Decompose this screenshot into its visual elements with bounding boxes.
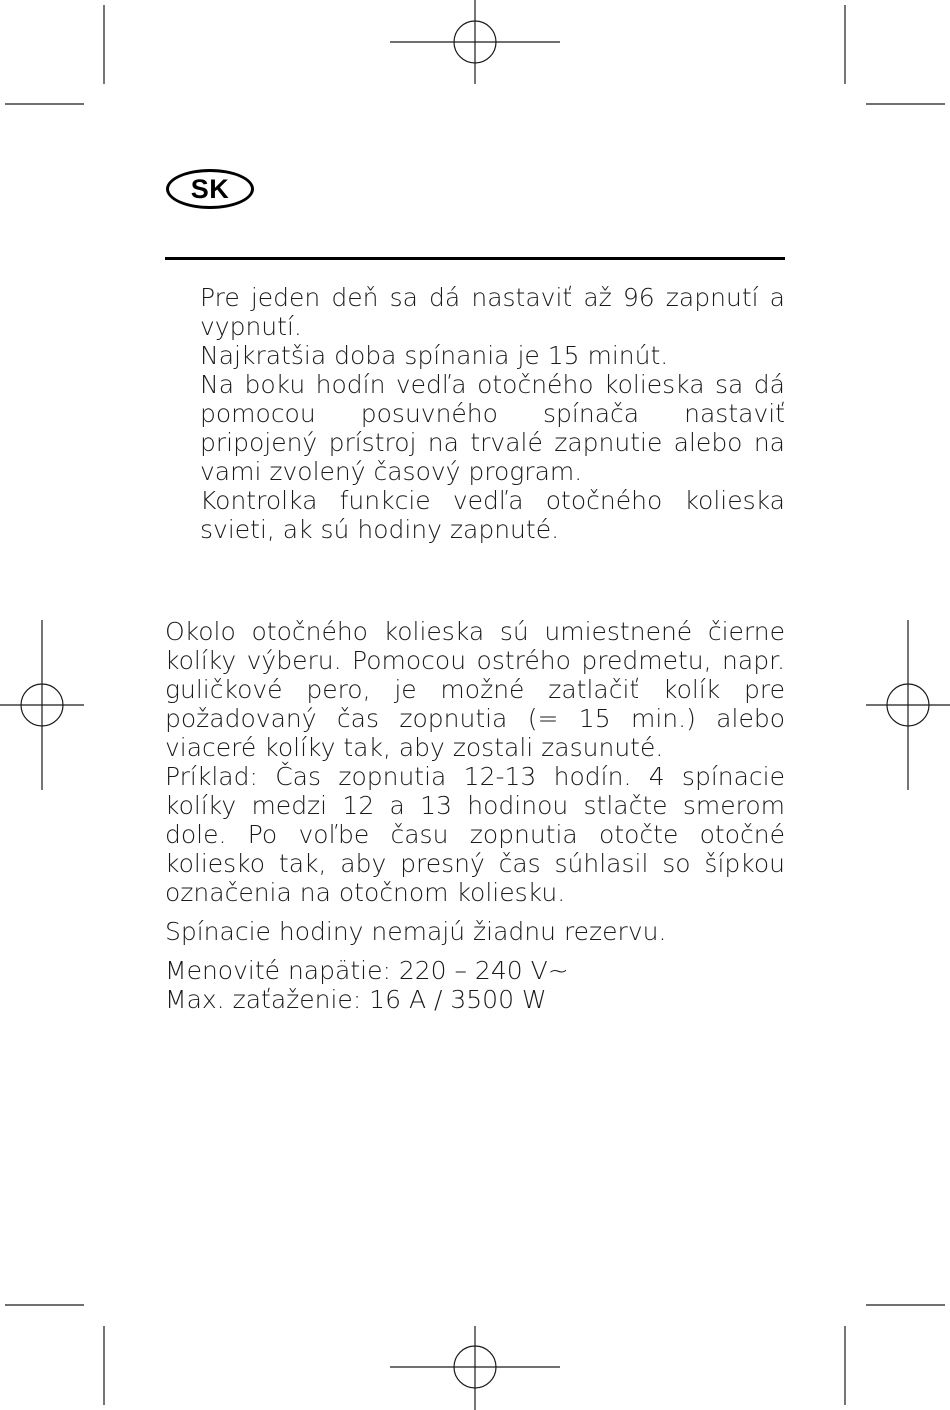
max-load: Max. zaťaženie: 16 A / 3500 W: [165, 985, 547, 1014]
language-badge: [166, 169, 254, 209]
main-paragraph-3: Spínacie hodiny nemajú žiadnu rezervu.: [165, 917, 667, 946]
registration-mark-bottom: [390, 1326, 560, 1410]
intro-section: [200, 283, 785, 544]
main-section: [165, 617, 785, 1014]
main-paragraph-2: Príklad: Čas zopnutia 12-13 hodín. 4 spínacie kolíky medzi 12 a 13 hodinou stlačte smerom dole. Po voľbe času zopnutia otočte otočné koliesko tak, aby presný čas súhlasil so šípkou označenia na otočnom koliesku.: [165, 762, 785, 907]
intro-paragraph-3: Na boku hodín vedľa otočného kolieska sa dá pomocou posuvného spínača nastaviť pripojený prístroj na trvalé zapnutie alebo na vami zvolený časový program.: [200, 370, 785, 486]
intro-paragraph-2: Najkratšia doba spínania je 15 minút.: [200, 341, 669, 370]
header-rule: [165, 257, 785, 260]
main-paragraph-1: Okolo otočného kolieska sú umiestnené čierne kolíky výberu. Pomocou ostrého predmetu, napr. guličkové pero, je možné zatlačiť kolík pre požadovaný čas zopnutia (= 15 min.) alebo viaceré kolíky tak, aby zostali zasunuté.: [165, 617, 785, 762]
intro-paragraph-1: Pre jeden deň sa dá nastaviť až 96 zapnutí a vypnutí.: [200, 283, 785, 341]
registration-mark-left: [0, 620, 84, 790]
registration-mark-top: [390, 0, 560, 84]
intro-paragraph-4: Kontrolka funkcie vedľa otočného kolieska svieti, ak sú hodiny zapnuté.: [200, 486, 785, 544]
language-code: SK: [190, 173, 230, 204]
registration-mark-right: [866, 620, 950, 790]
rated-voltage: Menovité napätie: 220 – 240 V~: [165, 956, 569, 985]
